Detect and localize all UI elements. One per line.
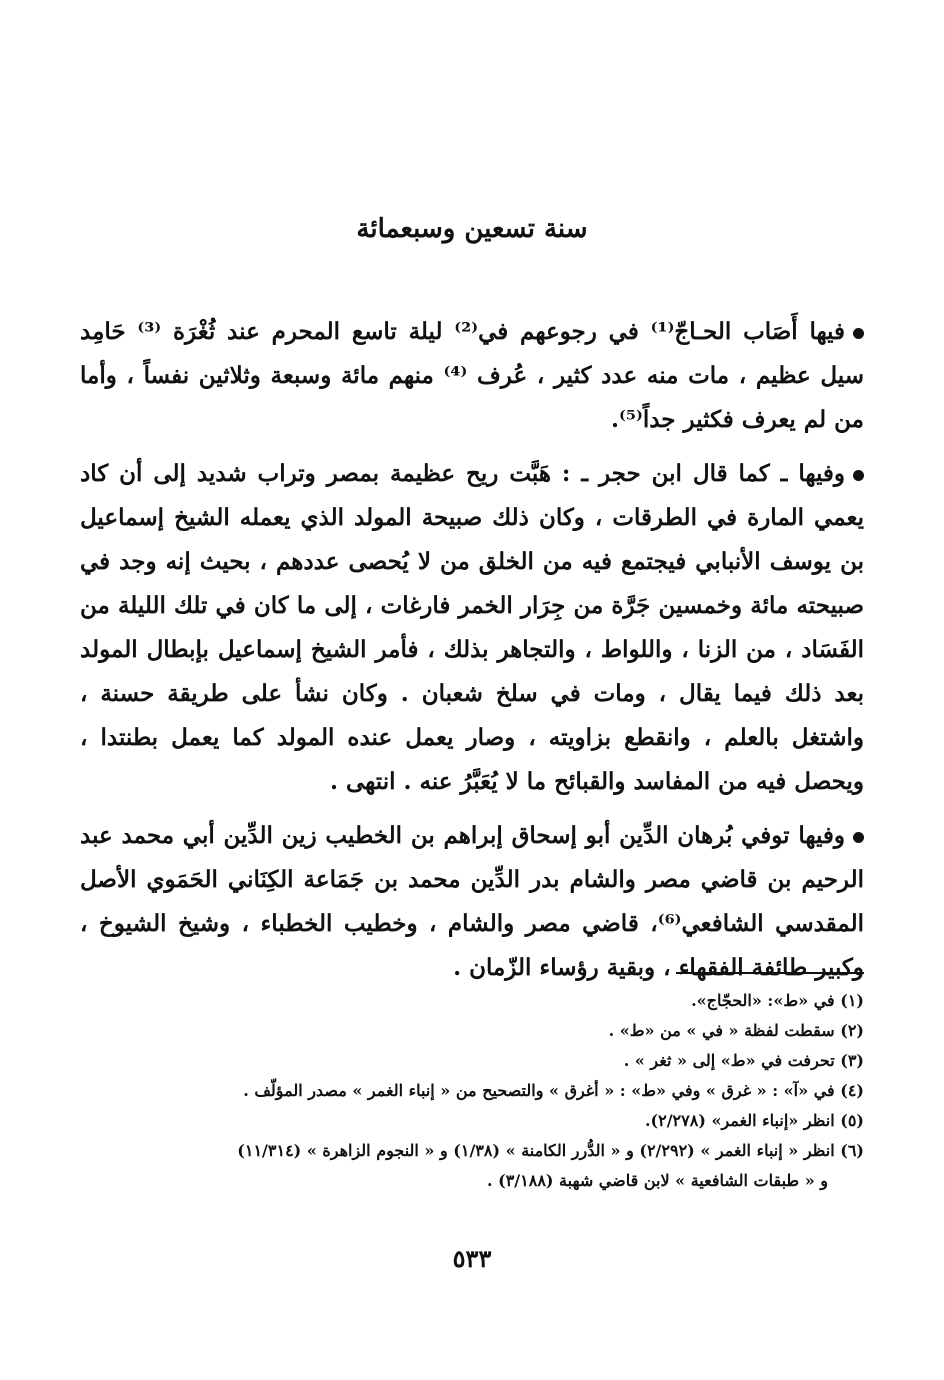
paragraph-1: [80, 310, 864, 442]
footnote-5: (٥) انظر «إنباء الغمر» (٢/٢٧٨).: [644, 1111, 864, 1130]
paragraph-2-text: وفيها ـ كما قال ابن حجر ـ : هَبَّت ريح عظيمة بمصر وتراب شديد إلى أن كاد يعمي المارة في الطرقات ، وكان ذلك صبيحة المولد الذي يعمله الشيخ إسماعيل بن يوسف الأنبابي فيجتمع فيه من الخلق من لا يُحصى عددهم ، بحيث إنه وجد في صبيحته مائة وخمسين جَرَّة من جِرَار الخمر فارغات ، إلى ما كان في تلك الليلة من الفَسَاد ، من الزنا ، واللواط ، والتجاهر بذلك ، فأمر الشيخ إسماعيل بإبطال المولد بعد ذلك فيما يقال ، ومات في سلخ شعبان . وكان نشأ على طريقة حسنة ، واشتغل بالعلم ، وانقطع بزاويته ، وصار يعمل عنده المولد كما يعمل بطنتدا ، ويحصل فيه من المفاسد والقبائح ما لا يُعَبَّرُ عنه . انتهى .: [80, 460, 864, 795]
paragraph-2: [80, 452, 864, 804]
paragraph-3: [80, 814, 864, 990]
section-title: سنة تسعين وسبعمائة: [356, 214, 588, 244]
footnote-6-continuation: و « طبقات الشافعية » لابن قاضي شهبة (٣/١٨٨) .: [486, 1171, 828, 1190]
footnote-3: (٣) تحرفت في «ط» إلى « ثغر » .: [623, 1051, 864, 1070]
page-number: ٥٣٣: [452, 1244, 492, 1273]
footnote-4: (٤) في «آ» : « غرق » وفي «ط» : « أغرق » والتصحيح من « إنباء الغمر » مصدر المؤلّف .: [243, 1081, 864, 1100]
footnote-divider: [676, 972, 864, 974]
main-text: [80, 310, 864, 1000]
bullet-icon: [853, 470, 864, 481]
paragraph-1-text: فيها أَصَاب الحـاجّ⁽¹⁾ في رجوعهم في⁽²⁾ ليلة تاسع المحرم عند ثُغْرَة ⁽³⁾ حَامِد سيل عظيم ، مات منه عدد كثير ، عُرف ⁽⁴⁾ منهم مائة وسبعة وثلاثين نفساً ، وأما من لم يعرف فكثير جداً⁽⁵⁾.: [80, 318, 864, 433]
footnote-1: (١) في «ط»: «الحجّاج».: [691, 991, 864, 1010]
footnotes: [80, 986, 864, 1196]
bullet-icon: [853, 328, 864, 339]
footnote-2: (٢) سقطت لفظة « في » من «ط» .: [608, 1021, 864, 1040]
footnote-6: (٦) انظر « إنباء الغمر » (٢/٢٩٢) و « الدُّرر الكامنة » (١/٣٨) و « النجوم الزاهرة » (١١/٣١٤): [237, 1141, 864, 1160]
paragraph-3-text: وفيها توفي بُرهان الدِّين أبو إسحاق إبراهم بن الخطيب زين الدِّين أبي محمد عبد الرحيم بن قاضي مصر والشام بدر الدِّين محمد بن جَمَاعة الكِنَاني الحَمَوي الأصل المقدسي الشافعي⁽⁶⁾، قاضي مصر والشام ، وخطيب الخطباء ، وشيخ الشيوخ ، وكبير طائفة الفقهاء ، وبقية رؤساء الزّمان .: [80, 822, 864, 981]
bullet-icon: [853, 832, 864, 843]
